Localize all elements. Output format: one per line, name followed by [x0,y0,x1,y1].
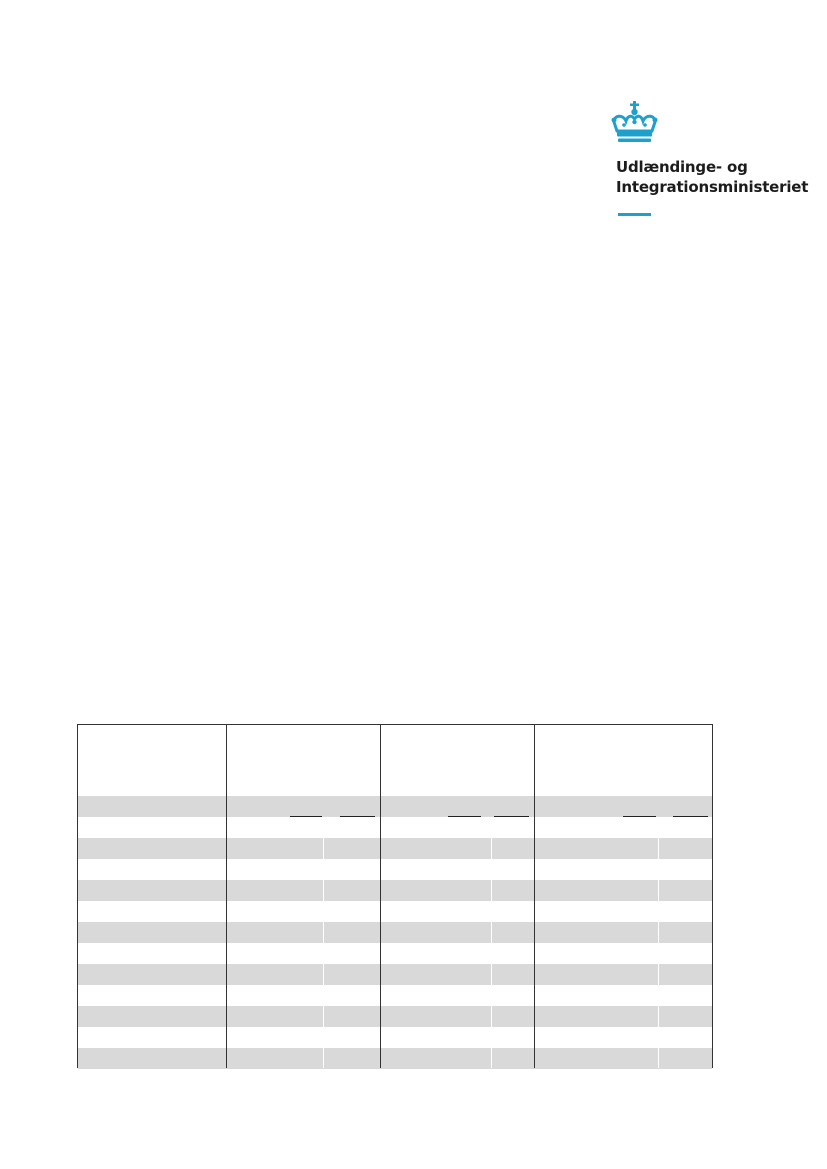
ministry-name [616,157,808,197]
table-row [78,985,712,1006]
table-row [78,796,712,817]
logo-accent-rule [618,213,651,216]
data-table [77,724,713,1068]
ministry-name-line-2: Integrationsministeriet [616,178,809,196]
table-row [78,859,712,880]
table-row [78,1006,712,1027]
sub-column-separator [658,817,659,1068]
crown-icon [610,100,660,145]
table-body [78,796,712,1069]
value-underline [494,816,529,817]
table-row [78,901,712,922]
column-divider [534,725,535,1068]
value-underline [448,816,481,817]
column-divider [226,725,227,1068]
ministry-name-line-1: Udlændinge- og [616,158,748,176]
sub-column-separator [491,817,492,1068]
table-header-row [78,725,712,796]
value-underline [623,816,656,817]
table-row [78,943,712,964]
value-underline [340,816,375,817]
column-divider [380,725,381,1068]
table-row [78,922,712,943]
table-row [78,1048,712,1069]
value-underline [290,816,322,817]
sub-column-separator [323,817,324,1068]
table-row [78,964,712,985]
table-row [78,1027,712,1048]
table-row [78,817,712,838]
table-row [78,880,712,901]
value-underline [673,816,708,817]
table-row [78,838,712,859]
